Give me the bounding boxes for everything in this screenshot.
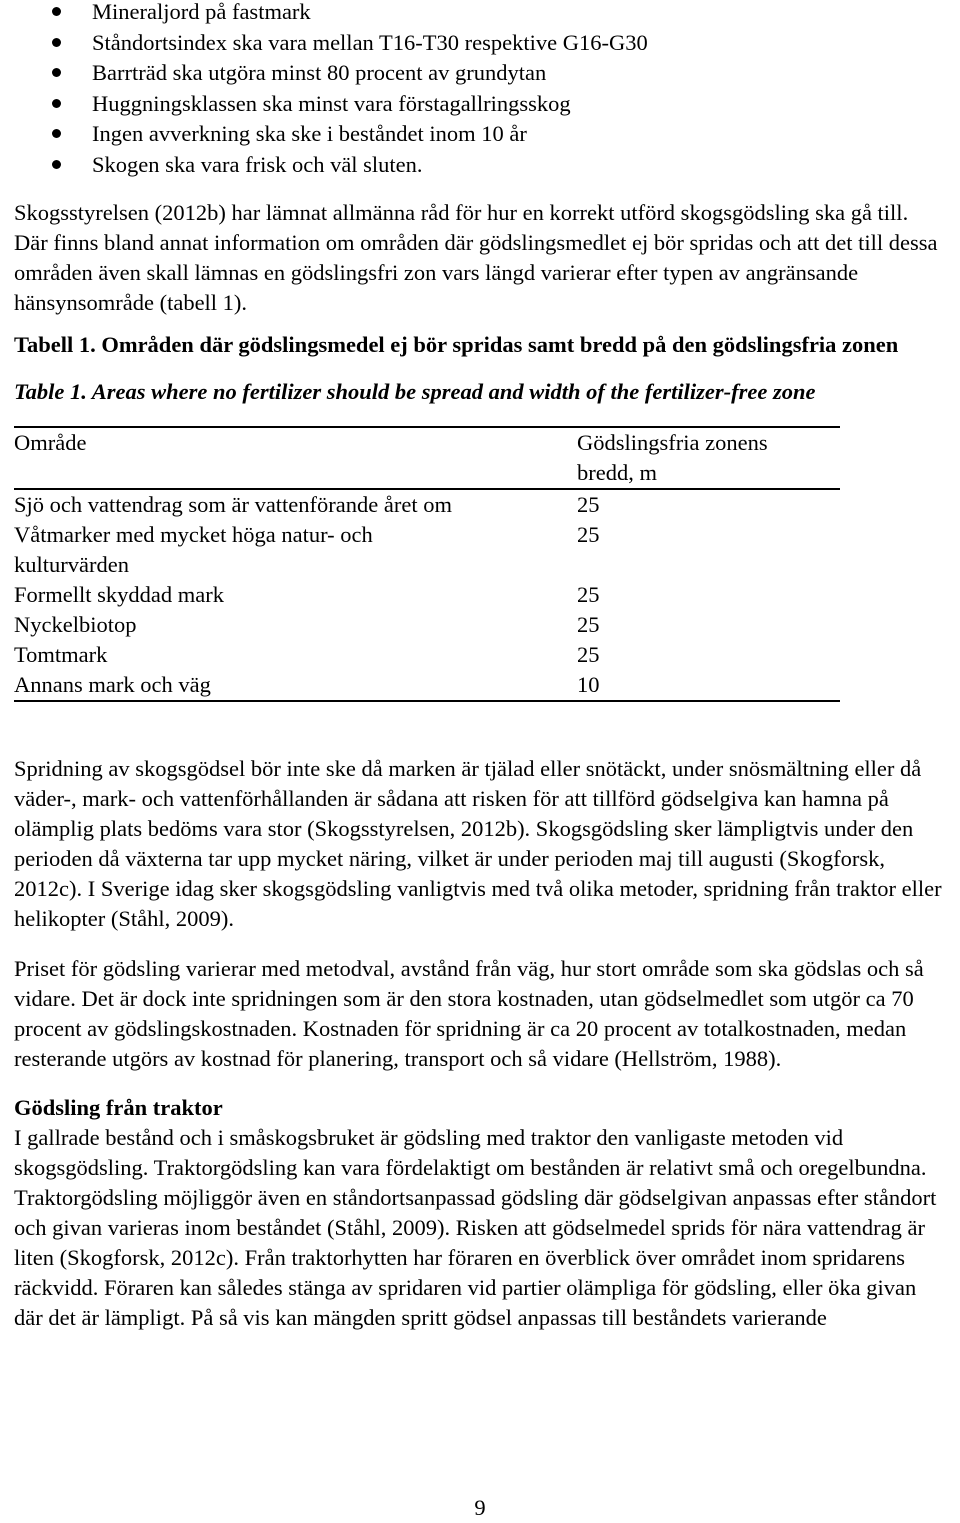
table-row: Sjö och vattendrag som är vattenförande året om 25 <box>14 492 600 517</box>
column-header-area: Område <box>14 430 87 455</box>
list-item: Skogen ska vara frisk och väl sluten. <box>14 150 944 181</box>
table-caption-english: Table 1. Areas where no fertilizer should be spread and width of the fertilizer-free zone <box>14 379 816 404</box>
table-caption-swedish: Tabell 1. Områden där gödslingsmedel ej bör spridas samt bredd på den gödslingsfria zonen <box>14 332 899 357</box>
table-row: Våtmarker med mycket höga natur- och kulturvärden 25 <box>14 522 600 577</box>
fertilizer-zone-table <box>14 426 840 702</box>
table-row: Annans mark och väg 10 <box>14 670 840 701</box>
bullet-icon <box>52 68 61 77</box>
list-item: Ståndortsindex ska vara mellan T16-T30 respektive G16-G30 <box>14 28 944 59</box>
document-page <box>14 0 944 1333</box>
bullet-icon <box>52 129 61 138</box>
page-number: 9 <box>474 1495 486 1520</box>
bullet-icon <box>52 99 61 108</box>
table-header-row <box>14 427 840 489</box>
paragraph-tractor: I gallrade bestånd och i småskogsbruket är gödsling med traktor den vanligaste metoden vid skogsgödsling. Traktorgödsling kan vara fördelaktigt om bestånden är relativt små och oregelbundna. Traktorgödsling möjliggör även en ståndortsanpassad gödsling där gödselgivan anpassas efter ståndort och givan varieras inom beståndet (Ståhl, 2009). Risken att gödselmedel sprids för nära vattendrag är liten (Skogforsk, 2012c). Från traktorhytten har föraren en överblick över området inom spridarens räckvidd. Föraren kan således stänga av spridaren vid partier olämpliga för gödsling, eller öka givan där det är lämpligt. På så vis kan mängden spritt gödsel anpassas till beståndets varierande <box>14 1125 937 1330</box>
table-row: Nyckelbiotop 25 <box>14 612 600 637</box>
paragraph-spreading-timing: Spridning av skogsgödsel bör inte ske då marken är tjälad eller snötäckt, under snösmältning eller då väder-, mark- och vattenförhållanden är sådana att risken för att tillförd gödselgiva kan hamna på olämplig plats bedöms vara stor (Skogsstyrelsen, 2012b). Skogsgödsling sker lämpligtvis under den perioden då växterna tar upp mycket näring, vilket är under perioden maj till augusti (Skogforsk, 2012c). I Sverige idag sker skogsgödsling vanligtvis med två olika metoder, spridning från traktor eller helikopter (Ståhl, 2009). <box>14 756 942 931</box>
section-heading-tractor: Gödsling från traktor <box>14 1095 223 1120</box>
table-row: Tomtmark 25 <box>14 642 600 667</box>
bullet-icon <box>52 7 61 16</box>
list-item: Mineraljord på fastmark <box>14 0 944 28</box>
table-row: Formellt skyddad mark 25 <box>14 582 600 607</box>
bullet-icon <box>52 38 61 47</box>
paragraph-cost: Priset för gödsling varierar med metodval, avstånd från väg, hur stort område som ska gödslas och så vidare. Det är dock inte spridningen som är den stora kostnaden, utan gödselmedlet som utgör ca 70 procent av gödslingskostnaden. Kostnaden för spridning är ca 20 procent av totalkostnaden, medan resterande utgörs av kostnad för planering, transport och så vidare (Hellström, 1988). <box>14 956 924 1071</box>
paragraph-general-advice: Skogsstyrelsen (2012b) har lämnat allmänna råd för hur en korrekt utförd skogsgödsling ska gå till. Där finns bland annat information om områden där gödslingsmedlet ej bör spridas och att det till dessa områden även skall lämnas en gödslingsfri zon vars längd varierar efter typen av angränsande hänsynsområde (tabell 1). <box>14 200 938 315</box>
bullet-icon <box>52 160 61 169</box>
column-header-width: Gödslingsfria zonens bredd, m <box>577 430 768 485</box>
list-item: Barrträd ska utgöra minst 80 procent av grundytan <box>14 58 944 89</box>
criteria-list <box>14 0 944 180</box>
list-item: Ingen avverkning ska ske i beståndet inom 10 år <box>14 119 944 150</box>
list-item: Huggningsklassen ska minst vara förstagallringsskog <box>14 89 944 120</box>
